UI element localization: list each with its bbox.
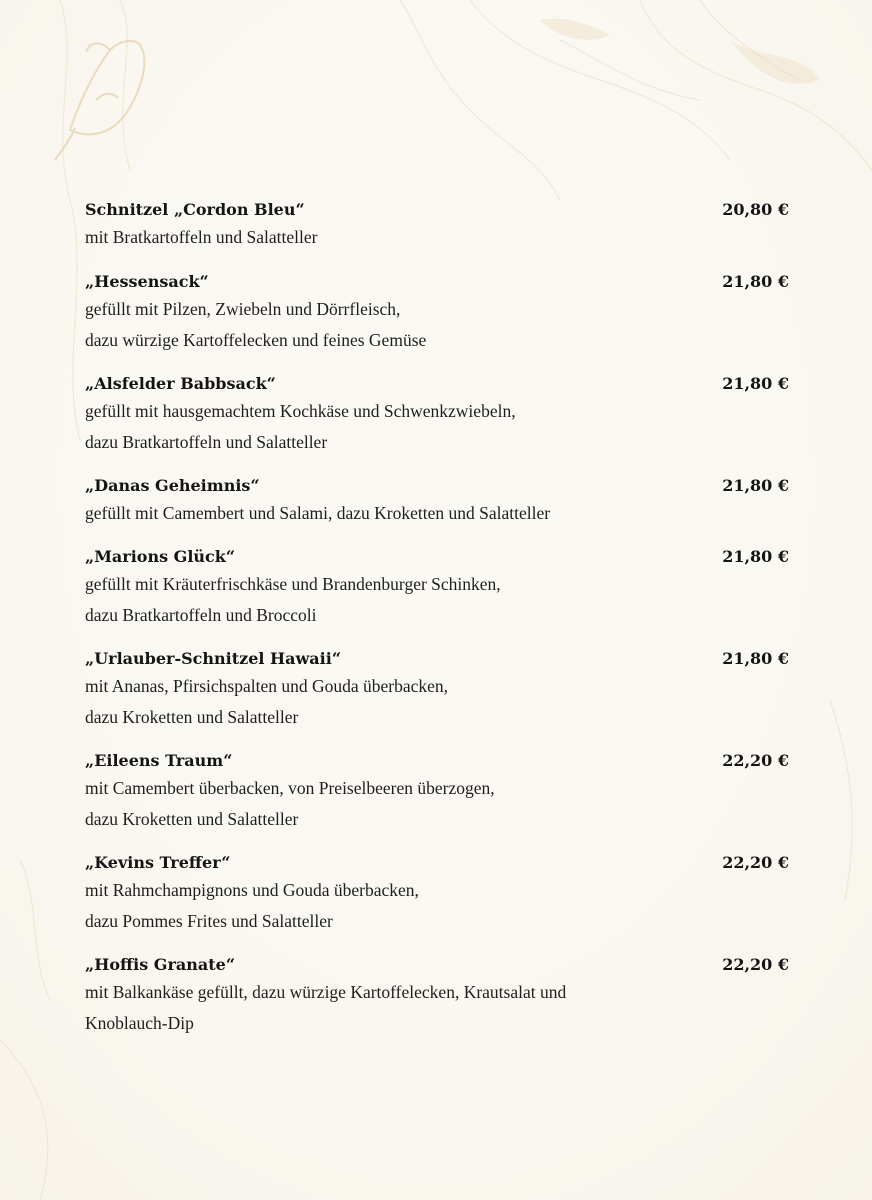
dish-name: Schnitzel „Cordon Bleu“ (85, 200, 305, 219)
dish-name: „Danas Geheimnis“ (85, 476, 260, 495)
dish-description (85, 294, 791, 356)
description-line: dazu Pommes Frites und Salatteller (85, 911, 333, 931)
dish-name: „Urlauber-Schnitzel Hawaii“ (85, 649, 342, 668)
description-line: dazu Bratkartoffeln und Broccoli (85, 605, 317, 625)
dish-price: 21,80 € (722, 649, 789, 668)
menu-item (85, 647, 791, 749)
menu-item (85, 198, 791, 270)
menu-item (85, 372, 791, 474)
dish-description (85, 773, 791, 835)
dish-price: 22,20 € (722, 955, 789, 974)
dish-price: 22,20 € (722, 751, 789, 770)
menu-item (85, 474, 791, 545)
dish-price: 20,80 € (722, 200, 789, 219)
description-line: gefüllt mit Kräuterfrischkäse und Brandenburger Schinken, (85, 574, 501, 594)
description-line: mit Bratkartoffeln und Salatteller (85, 227, 318, 247)
dish-name: „Hoffis Granate“ (85, 955, 236, 974)
description-line: mit Ananas, Pfirsichspalten und Gouda überbacken, (85, 676, 449, 696)
description-line: mit Camembert überbacken, von Preiselbeeren überzogen, (85, 778, 495, 798)
dish-price: 21,80 € (722, 374, 789, 393)
dish-description (85, 498, 791, 529)
dish-description (85, 875, 791, 937)
dish-description (85, 977, 791, 1039)
menu-item (85, 851, 791, 953)
description-line: gefüllt mit hausgemachtem Kochkäse und Schwenkzwiebeln, (85, 401, 516, 421)
menu-item (85, 545, 791, 647)
description-line: mit Balkankäse gefüllt, dazu würzige Kartoffelecken, Krautsalat und (85, 982, 567, 1002)
description-line: dazu Kroketten und Salatteller (85, 809, 299, 829)
dish-description (85, 671, 791, 733)
dish-name: „Kevins Treffer“ (85, 853, 231, 872)
menu-list (85, 198, 791, 1055)
dish-name: „Alsfelder Babbsack“ (85, 374, 276, 393)
dish-description (85, 569, 791, 631)
dish-price: 21,80 € (722, 547, 789, 566)
dish-price: 21,80 € (722, 476, 789, 495)
dish-price: 22,20 € (722, 853, 789, 872)
menu-item (85, 270, 791, 372)
description-line: gefüllt mit Pilzen, Zwiebeln und Dörrfleisch, (85, 299, 401, 319)
menu-item (85, 749, 791, 851)
description-line: mit Rahmchampignons und Gouda überbacken, (85, 880, 419, 900)
menu-item (85, 953, 791, 1055)
description-line: Knoblauch-Dip (85, 1013, 194, 1033)
description-line: gefüllt mit Camembert und Salami, dazu Kroketten und Salatteller (85, 503, 551, 523)
dish-name: „Hessensack“ (85, 272, 209, 291)
dish-description (85, 222, 791, 253)
description-line: dazu würzige Kartoffelecken und feines Gemüse (85, 330, 427, 350)
dish-description (85, 396, 791, 458)
dish-price: 21,80 € (722, 272, 789, 291)
dish-name: „Marions Glück“ (85, 547, 236, 566)
description-line: dazu Bratkartoffeln und Salatteller (85, 432, 328, 452)
dish-name: „Eileens Traum“ (85, 751, 233, 770)
description-line: dazu Kroketten und Salatteller (85, 707, 299, 727)
